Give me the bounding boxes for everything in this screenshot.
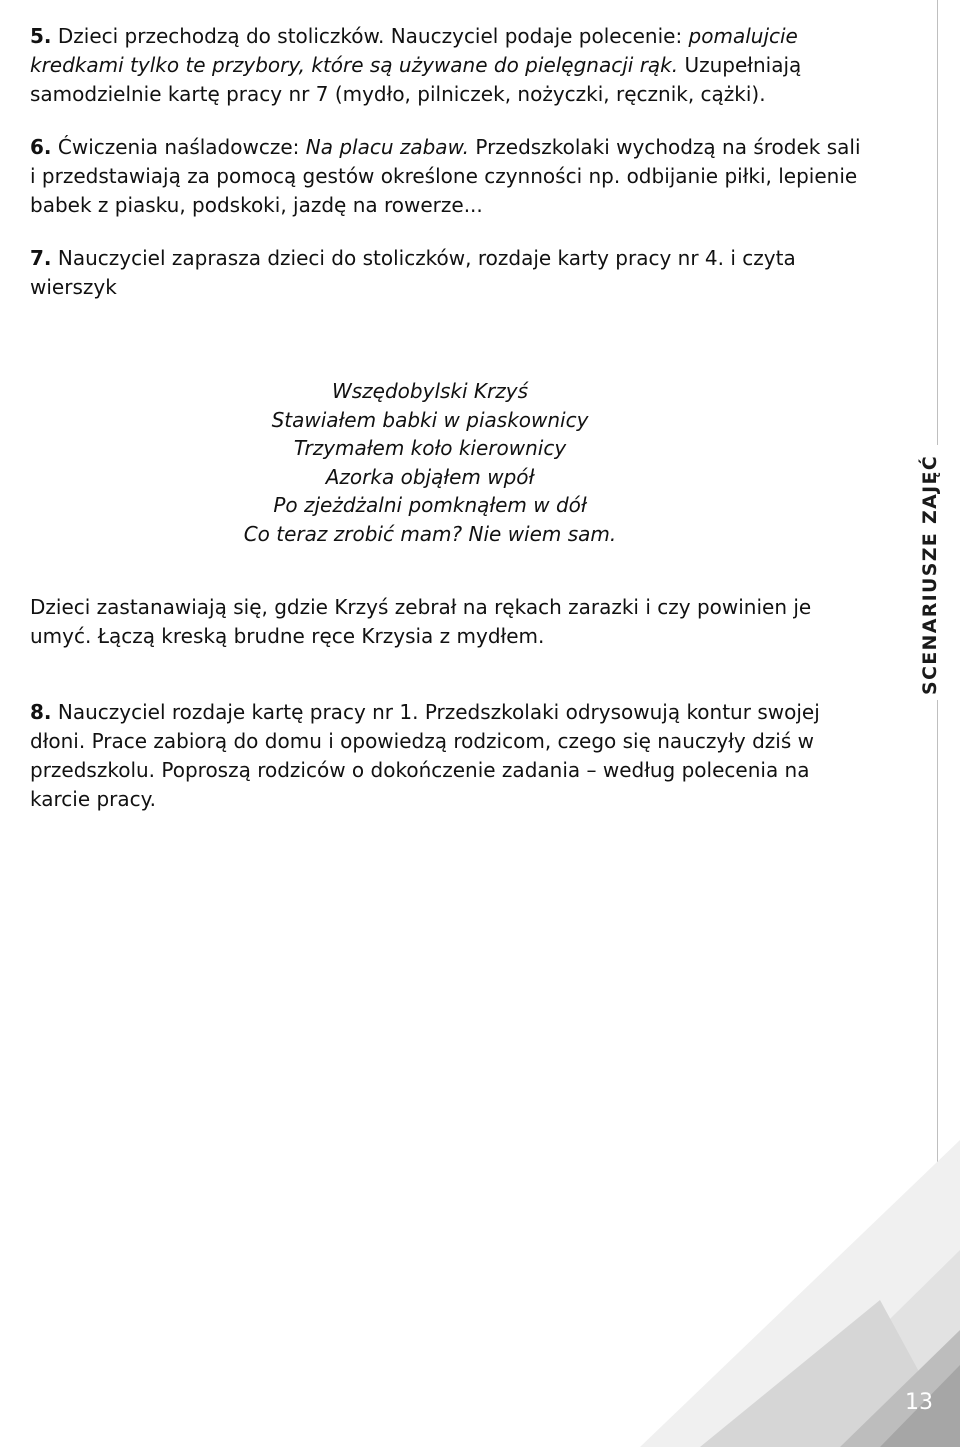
poem-line: Trzymałem koło kierownicy [293, 436, 567, 460]
item-number: 6. [30, 135, 52, 159]
item-number: 5. [30, 24, 52, 48]
item-text: Przedszkolaki wychodzą na środek sali i przedstawiają za pomocą gestów określone czynności np. odbijanie piłki, lepienie babek z piasku, podskoki, jazdę na rowerze... [30, 135, 861, 217]
item-text: Nauczyciel rozdaje kartę pracy nr 1. Przedszkolaki odrysowują kontur swojej dłoni. Prace zabiorą do domu i opowiedzą rodzicom, czego się nauczyły dziś w przedszkolu. Poproszą rodziców o dokończenie zadania – według polecenia na karcie pracy. [30, 700, 820, 811]
item-number: 8. [30, 700, 52, 724]
page-number: 13 [905, 1390, 933, 1415]
item-emphasis: Na placu zabaw. [305, 135, 470, 159]
item-text: Ćwiczenia naśladowcze: [51, 135, 306, 159]
item-text: Nauczyciel zaprasza dzieci do stoliczków, rozdaje karty pracy nr 4. i czyta wierszyk [30, 246, 796, 299]
item-text: Uzupełniają samodzielnie kartę pracy nr 7 (mydło, pilniczek, nożyczki, ręcznik, cążki). [30, 53, 802, 106]
poem-line: Azorka objąłem wpół [325, 464, 535, 489]
explanation-paragraph: Dzieci zastanawiają się, gdzie Krzyś zebrał na rękach zarazki i czy powinien je umyć. Łączą kreską brudne ręce Krzysia z mydłem. [30, 595, 812, 648]
item-number: 7. [30, 246, 52, 270]
poem-line: Co teraz zrobić mam? Nie wiem sam. [243, 521, 617, 546]
poem-title: Wszędobylski Krzyś [331, 379, 529, 403]
item-emphasis: pomalujcie kredkami tylko te przybory, które są używane do pielęgnacji rąk. [30, 24, 798, 77]
sidebar-section-label: SCENARIUSZE ZAJĘĆ [919, 455, 941, 695]
item-text: Dzieci przechodzą do stoliczków. Nauczyciel podaje polecenie: [51, 24, 689, 48]
poem-line: Po zjeżdżalni pomknąłem w dół [273, 493, 587, 517]
poem-line: Stawiałem babki w piaskownicy [271, 407, 589, 432]
